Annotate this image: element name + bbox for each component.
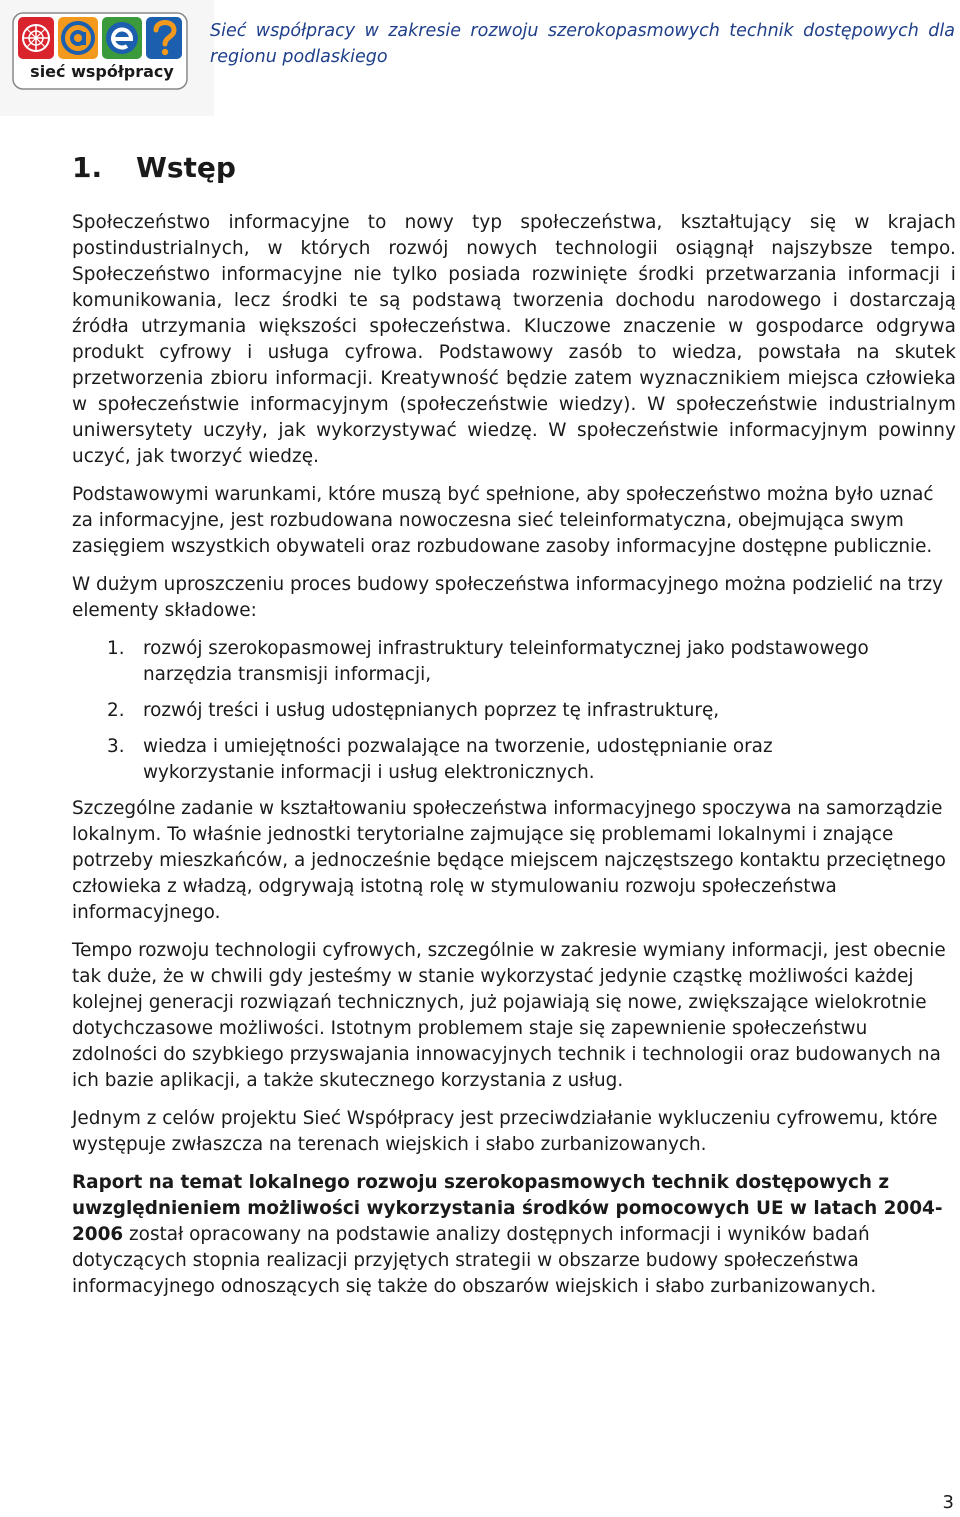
question-mark-icon	[146, 17, 182, 59]
at-sign-icon	[58, 17, 98, 59]
paragraph: W dużym uproszczeniu proces budowy społeczeństwa informacyjnego można podzielić na trzy elementy składowe:	[72, 574, 943, 621]
paragraph: Społeczeństwo informacyjne to nowy typ społeczeństwa, kształtujący się w krajach postindustrialnych, w których rozwój nowych technologii osiągnął najszybsze tempo. Społeczeństwo informacyjne nie tylko posiada rozwinięte środki przetwarzania informacji i komunikowania, lecz środki te są podstawą tworzenia dochodu narodowego i dostarczają źródła utrzymania większości społeczeństwa. Kluczowe znaczenie w gospodarce odgrywa produkt cyfrowy i usługa cyfrowa. Podstawowy zasób to wiedza, powstała na skutek przetworzenia zbioru informacji. Kreatywność będzie zatem wyznacznikiem miejsca człowieka w społeczeństwie informacyjnym (społeczeństwie wiedzy). W społeczeństwie industrialnym uniwersytety uczyły, jak wykorzystywać wiedzę. W społeczeństwie informacyjnym powinny uczyć, jak tworzyć wiedzę.	[72, 212, 956, 467]
list-item-text: rozwój treści i usług udostępnianych poprzez tę infrastrukturę,	[143, 700, 720, 721]
logo	[0, 0, 214, 116]
final-paragraph-text: został opracowany na podstawie analizy dostępnych informacji i wyników badań dotyczących stopnia realizacji przyjętych strategii w obszarze budowy społeczeństwa informacyjnego odnoszących się także do obszarów wiejskich i słabo zurbanizowanych.	[72, 1224, 877, 1297]
list-item-number: 2.	[107, 700, 125, 721]
section-number: 1.	[72, 151, 103, 184]
list-item	[72, 734, 956, 786]
main-content	[72, 148, 956, 1312]
paragraph: Szczególne zadanie w kształtowaniu społeczeństwa informacyjnego spoczywa na samorządzie lokalnym. To właśnie jednostki terytorialne zajmujące się problemami lokalnymi i znające potrzeby mieszkańców, a jednocześnie będące miejscem najczęstszego kontaktu przeciętnego człowieka z władzą, odgrywają istotną rolę w stymulowaniu rozwoju społeczeństwa informacyjnego.	[72, 798, 946, 923]
e-letter-icon	[102, 17, 142, 59]
list-item	[72, 698, 956, 724]
list-item-number: 3.	[107, 736, 125, 757]
list-item	[72, 636, 956, 688]
list-item-number: 1.	[107, 638, 125, 659]
web-icon	[18, 17, 54, 59]
elements-list	[72, 636, 956, 786]
final-paragraph	[72, 1170, 956, 1300]
header-title: Sieć współpracy w zakresie rozwoju szerokopasmowych technik dostępowych dla regionu podlaskiego	[210, 21, 955, 67]
list-item-text: rozwój szerokopasmowej infrastruktury teleinformatycznej jako podstawowego narzędzia transmisji informacji,	[143, 638, 869, 685]
logo-caption: sieć współpracy	[30, 62, 174, 81]
section-title: Wstęp	[136, 151, 236, 184]
list-item-text: wiedza i umiejętności pozwalające na tworzenie, udostępnianie oraz wykorzystanie informacji i usług elektronicznych.	[143, 736, 773, 783]
page-number: 3	[942, 1492, 954, 1513]
paragraph: Podstawowymi warunkami, które muszą być spełnione, aby społeczeństwo można było uznać za informacyjne, jest rozbudowana nowoczesna sieć teleinformatyczna, obejmująca swym zasięgiem wszystkich obywateli oraz rozbudowane zasoby informacyjne dostępne publicznie.	[72, 484, 934, 557]
section-heading	[72, 148, 956, 188]
paragraph: Tempo rozwoju technologii cyfrowych, szczególnie w zakresie wymiany informacji, jest obecnie tak duże, że w chwili gdy jesteśmy w stanie wykorzystać jedynie cząstkę możliwości każdej kolejnej generacji rozwiązań technicznych, już pojawiają się nowe, zwiększające wielokrotnie dotychczasowe możliwości. Istotnym problemem staje się zapewnienie społeczeństwu zdolności do szybkiego przyswajania innowacyjnych technik i technologii oraz budowanych na ich bazie aplikacji, a także skutecznego korzystania z usług.	[72, 940, 946, 1091]
paragraph: Jednym z celów projektu Sieć Współpracy jest przeciwdziałanie wykluczeniu cyfrowemu, które występuje zwłaszcza na terenach wiejskich i słabo zurbanizowanych.	[72, 1108, 938, 1155]
report-title: Raport na temat lokalnego rozwoju szerokopasmowych technik dostępowych z uwzględnieniem możliwości wykorzystania środków pomocowych UE w latach 2004-2006	[72, 1172, 943, 1245]
